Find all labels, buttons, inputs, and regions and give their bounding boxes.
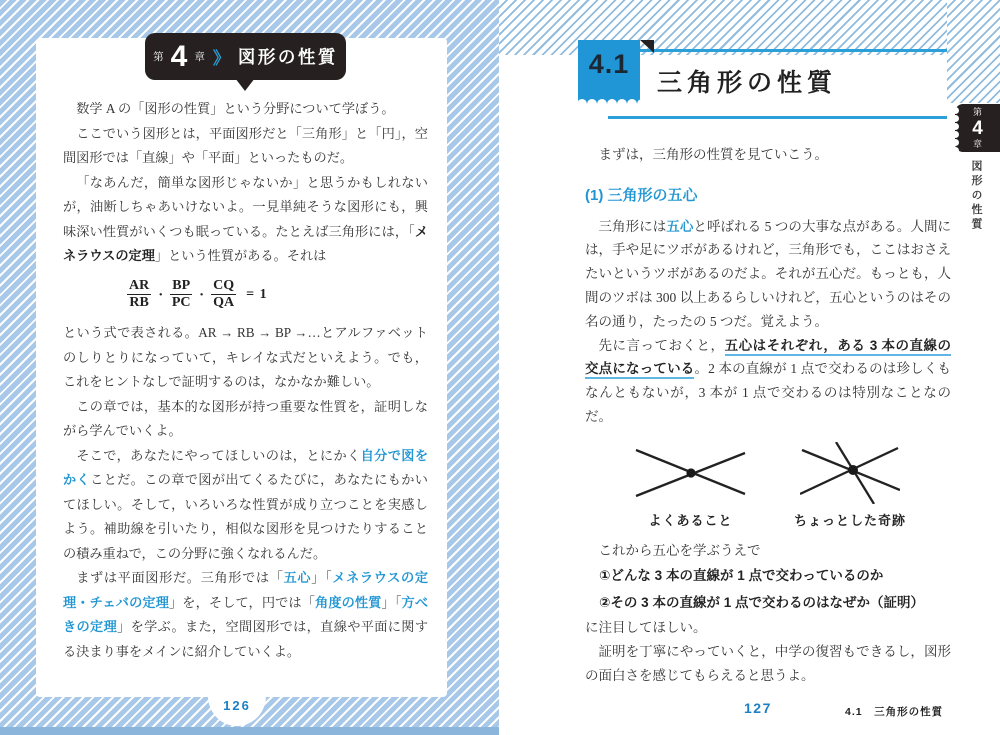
right-page-number: 127: [744, 700, 772, 716]
figure-caption-left: よくあること: [648, 512, 733, 528]
left-page-body: [63, 97, 428, 664]
fraction: $\frac{BP}{PC}$: [171, 277, 191, 311]
chevron-right-icon: 》: [212, 49, 230, 68]
figure-common-case: [633, 442, 748, 533]
chapter-badge: [145, 33, 346, 80]
section-title-underline: [608, 116, 947, 119]
paragraph: そこで，あなたにやってほしいのは，とにかく自分で図をかくことだ。この章で図が出てくるたびに，あなたにもかいてほしい。そして，いろいろな性質が成り立つことを実感しよう。補助線を引いたり，相似な図形を見つけたりすることの積み重ねで，この分野に強くなれるんだ。: [63, 447, 429, 561]
right-paragraph-group-1: [585, 215, 951, 429]
right-paragraph-group-2: [585, 539, 951, 688]
figure-miracle-case: [794, 442, 906, 533]
left-paragraph-group-2: [63, 321, 428, 664]
paragraph: に注目してほしい。: [585, 620, 707, 636]
left-page-number-bump: [208, 696, 266, 726]
fraction: $\frac{CQ}{QA}$: [213, 277, 235, 311]
line-crossing-figures: [633, 442, 951, 533]
hatch-band-right-margin: [947, 0, 1000, 103]
paragraph: 証明を丁寧にやっていくと，中学の復習もできるし，図形の面白さを感じてもらえると思うよ。: [585, 644, 951, 683]
tab-chapter-prefix: 第: [972, 106, 982, 117]
chapter-number: 4: [170, 39, 188, 73]
chapter-suffix: 章: [194, 51, 205, 63]
tab-chapter-title: 図形の性質: [970, 160, 982, 233]
subsection-heading: (1) 三角形の五心: [585, 186, 698, 204]
paragraph: 先に言っておくと，五心はそれぞれ，ある 3 本の直線の交点になっている。2 本の直線が 1 点で交わるのは珍しくもなんともないが，3 本が 1 点で交わるのは特別なことなのだ。: [585, 337, 952, 424]
menelaus-formula: $\frac{AR}{RB}$ · $\frac{BP}{PC}$ · $\frac{CQ}{QA}$ = 1: [129, 277, 268, 311]
paragraph: 数学 A の「図形の性質」という分野について学ぼう。: [76, 101, 395, 116]
chapter-badge-tail: [235, 78, 255, 91]
paragraph: この章では，基本的な図形が持つ重要な性質を，証明しながら学んでいくよ。: [63, 398, 428, 439]
section-title: 三角形の性質: [657, 69, 838, 97]
tab-scallop-edge: [952, 107, 959, 114]
chapter-margin-tab: [955, 104, 1000, 152]
bottom-edge-bar: [0, 727, 499, 735]
paragraph: これから五心を学ぶうえで: [598, 542, 761, 558]
paragraph: まずは平面図形だ。三角形では「五心」「メネラウスの定理・チェバの定理」を，そして，円では「角度の性質」「方べきの定理」を学ぶ。また，空間図形では，直線や平面に関する決まり事をメインに紹介していくよ。: [63, 570, 429, 659]
hatch-band-top: [499, 0, 1000, 55]
tab-chapter-suffix: 章: [972, 138, 982, 149]
section-number: 4.1: [588, 49, 630, 79]
right-page-body: [585, 143, 951, 688]
three-lines-crossing-icon: [800, 442, 900, 504]
paragraph: ①どんな 3 本の直線が 1 点で交わっているのか: [599, 568, 884, 584]
intro-paragraph: まずは，三角形の性質を見ていこう。: [598, 147, 828, 162]
tab-chapter-number: 4: [972, 117, 983, 139]
chapter-title: 図形の性質: [237, 47, 338, 67]
two-lines-crossing-icon: [633, 442, 748, 504]
section-header-top-rule: [638, 49, 947, 52]
paragraph: ②その 3 本の直線が 1 点で交わるのはなぜか（証明）: [599, 595, 924, 611]
badge-scallop-edge: [577, 99, 587, 109]
badge-corner-fold-icon: [640, 40, 654, 54]
left-page-number: 126: [223, 698, 251, 713]
left-paragraph-group-1: [63, 97, 428, 269]
paragraph: 「なあんだ，簡単な図形じゃないか」と思うかもしれないが，油断しちゃあいけないよ。一見単純そうな図形にも，興味深い性質がいくつも眠っている。たとえば三角形には，「メネラウスの定理」という性質がある。それは: [63, 174, 428, 263]
right-footer-section-label: 4.1 三角形の性質: [845, 706, 944, 718]
fraction: $\frac{AR}{RB}$: [129, 277, 150, 311]
figure-caption-right: ちょっとした奇跡: [794, 512, 907, 528]
paragraph: 三角形には五心と呼ばれる 5 つの大事な点がある。人間には，手や足にツボがあるけれど，三角形でも，ここはおさえたいというツボがあるのだよ。それが五心だ。もっとも，人間のツボは 300 以上あるらしいけれど，五心というのはその名の通り，たったの 5 つだ。覚えよう。: [585, 218, 952, 329]
section-number-badge: [578, 40, 640, 104]
paragraph: という式で表される。AR → RB → BP →…とアルファベットのしりとりになっていて，キレイな式だといえよう。でも，これをヒントなしで証明するのは，なかなか難しい。: [63, 325, 428, 390]
paragraph: ここでいう図形とは，平面図形だと「三角形」と「円」，空間図形では「直線」や「平面」といったものだ。: [63, 125, 428, 165]
chapter-prefix: 第: [153, 51, 164, 63]
